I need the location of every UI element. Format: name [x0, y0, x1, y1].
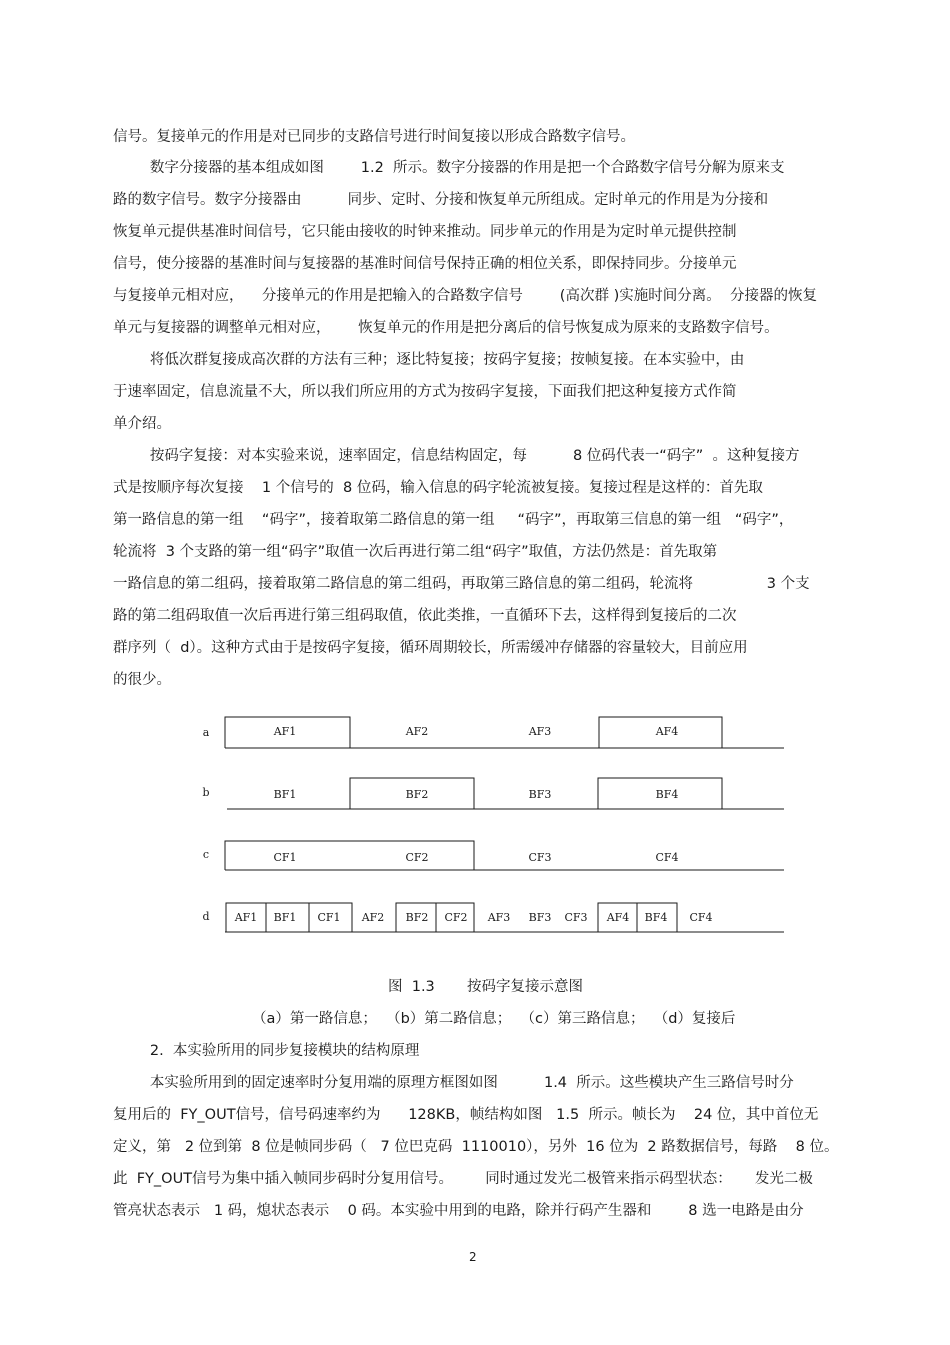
- frame-label: BF3: [528, 788, 552, 801]
- text-line: 此 FY_OUT信号为集中插入帧同步码时分复用信号。 同时通过发光二极管来指示码型状态： 发光二极: [113, 1171, 813, 1187]
- frame-label: CF2: [444, 911, 468, 924]
- text-line: 的很少。: [113, 672, 171, 688]
- row-a-waveform: [225, 717, 784, 748]
- frame-label: AF4: [606, 911, 630, 924]
- text-line: 群序列（ d）。这种方式由于是按码字复接，循环周期较长，所需缓冲存储器的容量较大，目前应用: [113, 640, 748, 656]
- row-c-waveform: [225, 841, 784, 870]
- frame-label: CF4: [655, 851, 679, 864]
- text-line: 路的第二组码取值一次后再进行第三组码取值，依此类推，一直循环下去，这样得到复接后的二次: [113, 608, 737, 624]
- frame-label: AF2: [361, 911, 385, 924]
- text-line: 路的数字信号。数字分接器由 同步、定时、分接和恢复单元所组成。定时单元的作用是为分接和: [113, 192, 769, 208]
- row-tag-c: c: [202, 848, 210, 861]
- frame-label: BF4: [644, 911, 668, 924]
- frame-label: CF3: [528, 851, 552, 864]
- frame-label: CF1: [273, 851, 297, 864]
- text-line: 式是按顺序每次复接 1 个信号的 8 位码，输入信息的码字轮流被复接。复接过程是这样的：首先取: [113, 480, 763, 496]
- frame-label: AF3: [487, 911, 511, 924]
- row-tag-a: a: [202, 726, 210, 739]
- text-line: 信号，使分接器的基准时间与复接器的基准时间信号保持正确的相位关系，即保持同步。分接单元: [113, 256, 737, 272]
- text-line: 定义，第 2 位到第 8 位是帧同步码（ 7 位巴克码 1110010），另外 16 位为 2 路数据信号，每路 8 位。: [113, 1139, 839, 1155]
- text-line: 单介绍。: [113, 416, 171, 432]
- text-line: 数字分接器的基本组成如图 1.2 所示。数字分接器的作用是把一个合路数字信号分解为原来支: [113, 160, 785, 176]
- figure-caption: 图 1.3 按码字复接示意图: [388, 979, 584, 995]
- frame-label: AF2: [405, 725, 429, 738]
- frame-label: BF2: [405, 911, 429, 924]
- text-line: 恢复单元提供基准时间信号，它只能由接收的时钟来推动。同步单元的作用是为定时单元提供控制: [113, 224, 737, 240]
- frame-label: BF3: [528, 911, 552, 924]
- section-heading: 2. 本实验所用的同步复接模块的结构原理: [113, 1043, 420, 1059]
- frame-label: CF1: [317, 911, 341, 924]
- text-line: 单元与复接器的调整单元相对应， 恢复单元的作用是把分离后的信号恢复成为原来的支路数字信号。: [113, 320, 779, 336]
- frame-label: BF1: [273, 911, 297, 924]
- text-line: 第一路信息的第一组 “码字”，接着取第二路信息的第一组 “码字”，再取第三信息的第一组 “码字”，: [113, 512, 794, 528]
- text-line: 信号。复接单元的作用是对已同步的支路信号进行时间复接以形成合路数字信号。: [113, 129, 635, 145]
- text-line: 于速率固定，信息流量不大，所以我们所应用的方式为按码字复接，下面我们把这种复接方式作简: [113, 384, 737, 400]
- text-line: 与复接单元相对应， 分接单元的作用是把输入的合路数字信号 (高次群 )实施时间分离。 分接器的恢复: [113, 288, 817, 304]
- text-line: 本实验所用到的固定速率时分复用端的原理方框图如图 1.4 所示。这些模块产生三路信号时分: [113, 1075, 794, 1091]
- figure-subcaption: （a）第一路信息； （b）第二路信息； （c）第三路信息； （d）复接后: [252, 1011, 736, 1027]
- frame-label: BF4: [655, 788, 679, 801]
- text-line: 轮流将 3 个支路的第一组“码字”取值一次后再进行第二组“码字”取值，方法仍然是：首先取第: [113, 544, 718, 560]
- text-line: 将低次群复接成高次群的方法有三种；逐比特复接；按码字复接；按帧复接。在本实验中，由: [113, 352, 745, 368]
- text-line: 按码字复接：对本实验来说，速率固定，信息结构固定，每 8 位码代表一“码字” 。这种复接方: [113, 448, 800, 464]
- frame-label: BF1: [273, 788, 297, 801]
- row-tag-d: d: [202, 910, 210, 923]
- frame-label: AF3: [528, 725, 552, 738]
- row-tag-b: b: [202, 786, 210, 799]
- multiplex-figure: [0, 705, 950, 955]
- frame-label: CF2: [405, 851, 429, 864]
- frame-label: BF2: [405, 788, 429, 801]
- frame-label: AF1: [273, 725, 297, 738]
- text-line: 一路信息的第二组码，接着取第二路信息的第二组码，再取第三路信息的第二组码，轮流将 3 个支: [113, 576, 810, 592]
- frame-label: AF4: [655, 725, 679, 738]
- frame-label: CF4: [689, 911, 713, 924]
- text-line: 复用后的 FY_OUT信号，信号码速率约为 128KB，帧结构如图 1.5 所示。帧长为 24 位，其中首位无: [113, 1107, 819, 1123]
- page-number: 2: [469, 1250, 477, 1264]
- frame-label: CF3: [564, 911, 588, 924]
- frame-label: AF1: [234, 911, 258, 924]
- text-line: 管亮状态表示 1 码，熄状态表示 0 码。本实验中用到的电路，除并行码产生器和 8 选一电路是由分: [113, 1203, 804, 1219]
